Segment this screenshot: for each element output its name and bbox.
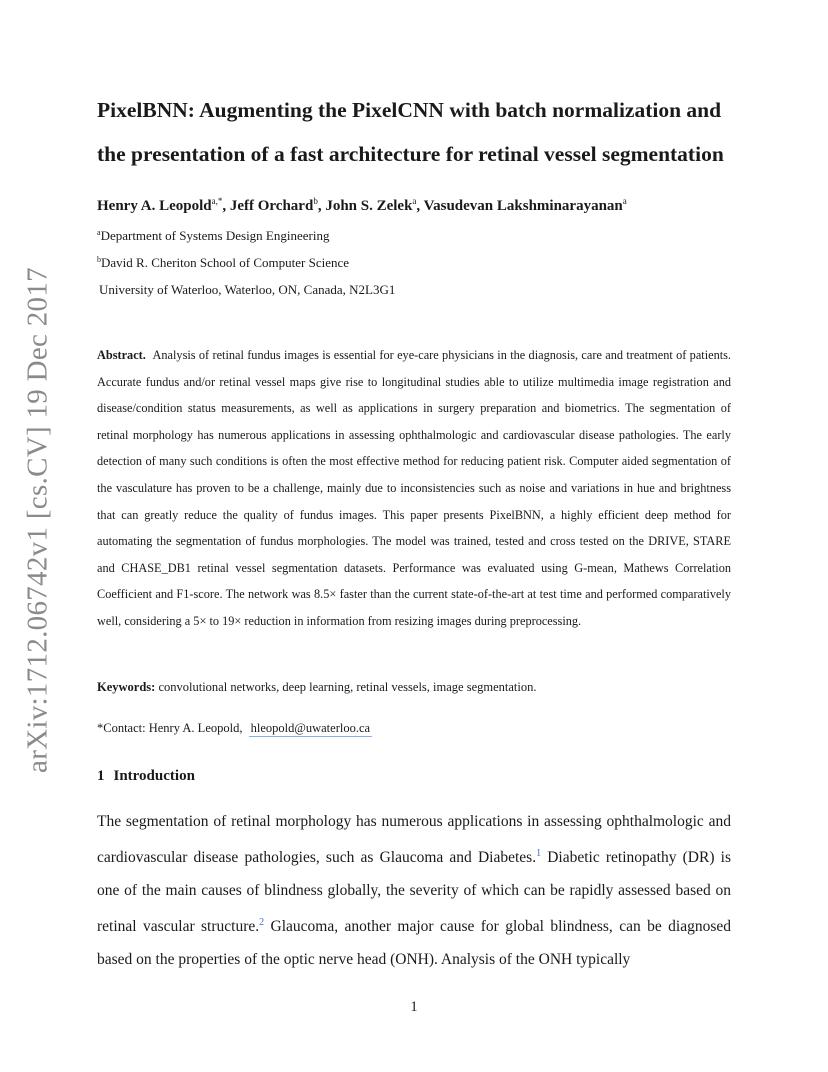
author-4: Vasudevan Lakshminarayanan$^a$ [423,196,627,214]
citation-link-2[interactable]: 2 [259,917,265,929]
author-1: Henry A. Leopold$^{a,*}$, [97,196,230,214]
abstract-label: Abstract. [97,348,146,362]
affiliation-university: University of Waterloo, Waterloo, ON, Canada, N2L3G1 [99,282,396,297]
affiliation-b: $^b$David R. Cheriton School of Computer Science [97,255,350,270]
contact-label: *Contact: Henry A. Leopold, [97,721,243,735]
introduction-paragraph: The segmentation of retinal morphology has numerous applications in assessing ophthalmologic and cardiovascular disease pathologies, such as Glaucoma and Diabetes.$^1$ Diabetic retinopathy (DR) is one of the main causes of blindness globally, the severity of which can be rapidly assessed based on retinal vascular structure.$^2$ Glaucoma, another major cause for global blindness, can be diagnosed based on the properties of the optic nerve head (ONH). Analysis of the ONH typically [97,813,731,968]
abstract [97,342,731,635]
keywords-text: convolutional networks, deep learning, retinal vessels, image segmentation. [158,680,537,694]
author-3: John S. Zelek$^a$, [325,196,424,214]
paper-title: PixelBNN: Augmenting the PixelCNN with batch normalization and the presentation of a fast architecture for retinal vessel segmentation [97,98,724,166]
abstract-text: Analysis of retinal fundus images is essential for eye-care physicians in the diagnosis, care and treatment of patients. Accurate fundus and/or retinal vessel maps give rise to longitudinal studies able to utilize multimedia image registration and disease/condition status measurements, as well as applications in surgery preparation and biometrics. The segmentation of retinal morphology has numerous applications in assessing ophthalmologic and cardiovascular disease pathologies. The early detection of many such conditions is often the most effective method for reducing patient risk. Computer aided segmentation of the vasculature has proven to be a challenge, mainly due to inconsistencies such as noise and variations in hue and brightness that can greatly reduce the quality of fundus images. This paper presents PixelBNN, a highly efficient deep method for automating the segmentation of fundus morphologies. The model was trained, tested and cross tested on the DRIVE, STARE and CHASE_DB1 retinal vessel segmentation datasets. Performance was evaluated using G-mean, Mathews Correlation Coefficient and F1-score. The network was 8.5× faster than the current state-of-the-art at test time and performed comparatively well, considering a 5× to 19× reduction in information from resizing images during preprocessing. [97,348,731,628]
contact [97,721,372,737]
page-number: 1 [410,999,418,1015]
citation-link-1[interactable]: 1 [536,848,542,860]
arxiv-identifier: arXiv:1712.06742v1 [cs.CV] 19 Dec 2017 [21,267,54,773]
author-list [97,196,737,215]
section-heading-introduction: 1 Introduction [97,768,195,784]
contact-email-link[interactable]: hleopold@uwaterloo.ca [250,721,371,735]
affiliation-a: $^a$Department of Systems Design Engineering [97,228,330,243]
keywords-label: Keywords: [97,680,156,694]
keywords [97,680,536,695]
author-2: Jeff Orchard$^b$, [229,196,326,214]
